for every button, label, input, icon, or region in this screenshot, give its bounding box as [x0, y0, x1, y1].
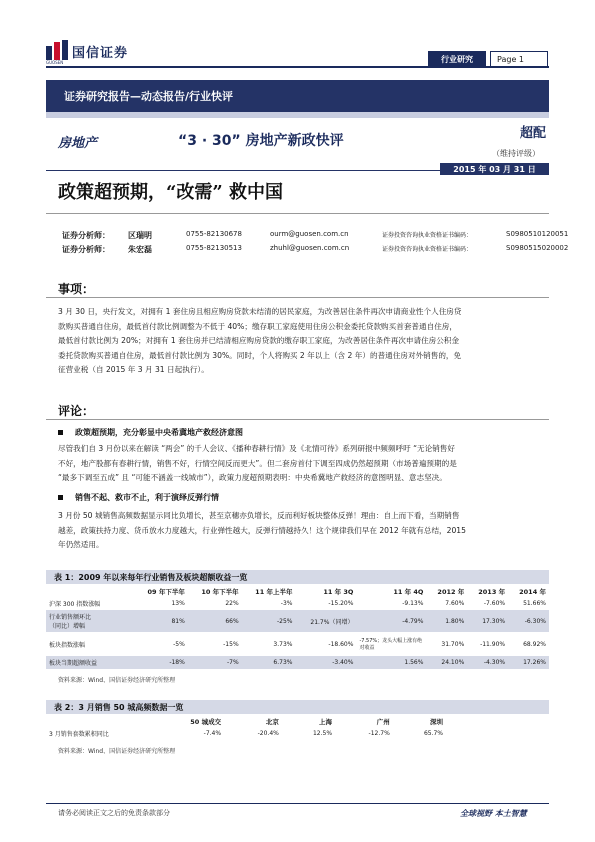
comment-paragraph-2: [58, 509, 548, 553]
table-cell: 1.56%: [356, 656, 426, 669]
table-header-cell: [46, 586, 134, 597]
table-cell: 21.7%（同增）: [295, 610, 356, 632]
disclaimer-note: 请务必阅读正文之后的免责条款部分: [58, 809, 170, 817]
table-cell: -3.40%: [295, 656, 356, 669]
footer-divider: [46, 803, 549, 804]
table-header-cell: 11 年 3Q: [323, 588, 354, 596]
analyst-license-label: 证券投资咨询执业资格证书编码：: [382, 246, 473, 253]
events-divider: [46, 297, 549, 298]
table-header-cell: 11 年上半年: [255, 588, 293, 596]
report-headline: “3 · 30” 房地产新政快评: [178, 133, 344, 149]
table-cell: 68.92%: [523, 640, 546, 648]
table-cell: 12.5%: [312, 730, 333, 737]
header-divider: [46, 66, 549, 68]
table-cell: 6.73%: [242, 656, 296, 669]
table-cell: -15%: [223, 640, 239, 648]
table-cell: -15.20%: [328, 600, 354, 607]
table-header-cell: 北京: [265, 718, 279, 726]
bullet-heading: [58, 492, 219, 503]
comment-heading: 评论：: [58, 404, 95, 418]
table-row-label: [46, 610, 134, 632]
table-cell: -7.57%；龙头大幅上涨有绝对收益: [359, 638, 423, 651]
table-cell: 17.26%: [508, 656, 549, 669]
brand-sub: GUOSEN: [46, 60, 64, 65]
text-line: 款购买普通自住房，最低首付款比例调整为不低于 40%；缴存职工家庭使用住房公积金委托贷款购买首套普通自住房，: [58, 321, 457, 331]
brand-logo: [46, 40, 186, 65]
band-stripe: [46, 112, 549, 118]
analyst-email[interactable]: ourm@guosen.com.cn: [270, 230, 349, 238]
text-line: 委托贷款购买普通自住房，最低首付款比例为 30%。同时，个人将购买 2 年以上（含 2 年）的普通住房对外销售的，免: [58, 350, 462, 360]
table-header-cell: 2012 年: [437, 588, 465, 596]
sector-label: 房地产: [58, 136, 98, 151]
table-header-cell: 2013 年: [478, 588, 506, 596]
text-line: 越差，政策扶持力度、货币放水力度越大，行业弹性越大，反弹行情越持久！这个规律我们早在 2012 年就有总结，2015: [58, 525, 466, 535]
analyst-row: [62, 230, 569, 242]
table-row: [46, 727, 446, 740]
table-header-cell: 10 年下半年: [201, 588, 239, 596]
comment-divider: [46, 419, 549, 420]
table-cell: 81%: [134, 610, 188, 632]
table-cell: 66%: [188, 610, 242, 632]
table-header-cell: 11 年 4Q: [393, 588, 424, 596]
analyst-license-label: 证券投资咨询执业资格证书编码：: [382, 232, 473, 239]
table-cell: 24.10%: [426, 656, 467, 669]
table-cell: -7.4%: [203, 730, 222, 737]
row-label-line: （同比）增幅: [49, 623, 86, 630]
table-cell: -5%: [173, 640, 185, 648]
table-cell: 3.73%: [273, 640, 293, 648]
table-cell: 65.7%: [423, 730, 443, 737]
table-cell: -4.79%: [356, 610, 426, 632]
report-date: 2015 年 03 月 31 日: [440, 163, 549, 175]
table-cell: -7.60%: [483, 600, 506, 607]
text-line: 最低首付款比例为 20%；对拥有 1 套住房并已结清相应购房贷款的缴存职工家庭，为改善居住条件再次申请住房公积金: [58, 336, 460, 345]
table-row-label: 板块当期超额收益: [46, 656, 134, 669]
table-cell: -18%: [134, 656, 188, 669]
report-type-tag: 行业研究: [428, 51, 486, 67]
text-line: 尽管我们自 3 月份以来在解读 “两会” 的千人会议、《播种春耕行情》及《北情可待》系列研报中频频呼吁 “无论销售好: [58, 444, 455, 453]
table-header-cell: 09 年下半年: [147, 588, 185, 596]
table-cell: 1.80%: [426, 610, 467, 632]
table-cell: -3%: [280, 600, 293, 607]
bullet-text: 销售不起、救市不止，利于演绎反弹行情: [75, 493, 219, 502]
table-cell: 17.30%: [467, 610, 508, 632]
analyst-name: 朱宏磊: [128, 245, 152, 254]
report-category-band: 证券研究报告—动态报告/行业快评: [46, 80, 549, 112]
table-header-cell: 2014 年: [519, 588, 546, 596]
analyst-phone: 0755-82130513: [186, 244, 242, 252]
analyst-row: [62, 244, 569, 256]
table-cell: -4.30%: [467, 656, 508, 669]
table-header-cell: 广州: [376, 718, 390, 726]
page-number: Page 1: [490, 51, 548, 67]
table-header-cell: 上海: [319, 718, 333, 726]
table-header-row: [46, 586, 549, 597]
bullet-square-icon: [58, 430, 63, 435]
table-cell: -18.60%: [328, 640, 354, 648]
table-row: [46, 597, 549, 610]
table1-source: 资料来源：Wind、国信证券经济研究所整理: [58, 677, 176, 684]
table-row: [46, 632, 549, 656]
table1-title: 表 1：2009 年以来每年行业销售及板块超额收益一览: [46, 570, 549, 584]
footer-slogan: 全球视野 本土智慧: [460, 809, 527, 818]
analyst-phone: 0755-82130678: [186, 230, 242, 238]
bullet-square-icon: [58, 495, 63, 500]
table-header-row: [46, 716, 446, 727]
table-cell: 31.70%: [441, 640, 465, 648]
title-divider: [46, 213, 549, 214]
table-cell: -25%: [242, 610, 296, 632]
table-cell: -7%: [188, 656, 242, 669]
main-title: 政策超预期，“改需” 救中国: [58, 182, 283, 203]
brand-name: 国信证券: [72, 46, 129, 61]
rating-note: （维持评级）: [492, 149, 540, 158]
comment-paragraph-1: [58, 442, 548, 486]
table-row: [46, 656, 549, 669]
brand-logo-icon: [46, 40, 68, 60]
table-row: [46, 610, 549, 632]
table-cell: -11.90%: [480, 640, 506, 648]
table-cell: -9.13%: [402, 600, 424, 607]
analyst-email[interactable]: zhuhl@guosen.com.cn: [270, 244, 350, 252]
table-row-label: 3 月销售套数累积同比: [49, 731, 109, 738]
text-line: “最多下调至五成” 且 “可能不涵盖一线城市”），政策力度超预期表明：中央希冀地产救经济的意图明显、意志坚决。: [58, 473, 447, 482]
analyst-license: S0980515020002: [506, 244, 569, 252]
table-header-cell: [46, 716, 146, 727]
analyst-name: 区瑞明: [128, 231, 152, 240]
events-paragraph: [58, 305, 548, 378]
table-row-label: 沪深 300 指数涨幅: [49, 601, 101, 608]
text-line: 不好，地产股都有春耕行情，销售不好，行情空间反而更大”。但二套房首付下调至四成仍然超预期（市场普遍预期的是: [58, 458, 457, 468]
analyst-license: S0980510120051: [506, 230, 569, 238]
row-label-line: 行业销售额环比: [49, 614, 92, 621]
events-heading: 事项：: [58, 282, 95, 296]
table-cell: -6.30%: [508, 610, 549, 632]
bullet-heading: [58, 427, 243, 438]
table-cell: 7.60%: [445, 600, 465, 607]
table-cell: 51.66%: [523, 600, 546, 607]
analyst-role: 证券分析师：: [62, 231, 110, 240]
rating-label: 超配: [520, 126, 547, 141]
text-line: 3 月份 50 城销售高频数据显示同比负增长，甚至京穗亦负增长，反而利好板块整体反弹！理由：自上而下看，当期销售: [58, 511, 460, 520]
table1: [46, 586, 549, 669]
table2-title: 表 2：3 月销售 50 城高频数据一览: [46, 700, 549, 714]
table2: [46, 716, 446, 740]
table-cell: 22%: [225, 600, 239, 607]
table-cell: 13%: [171, 600, 185, 607]
text-line: 年仍然适用。: [58, 540, 104, 549]
text-line: 征营业税（自 2015 年 3 月 31 日起执行）。: [58, 365, 209, 374]
table-header-cell: 50 城成交: [190, 718, 222, 726]
bullet-text: 政策超预期，充分彰显中央希冀地产救经济意图: [75, 428, 243, 437]
table-row-label: 板块指数涨幅: [49, 641, 86, 649]
analyst-role: 证券分析师：: [62, 245, 110, 254]
table-header-cell: 深圳: [430, 718, 443, 726]
table-cell: -20.4%: [257, 730, 279, 737]
table-cell: -12.7%: [368, 730, 390, 737]
text-line: 3 月 30 日，央行发文，对拥有 1 套住房且相应购房贷款未结清的居民家庭，为改善居住条件再次申请商业性个人住房贷: [58, 307, 462, 316]
table2-source: 资料来源：Wind、国信证券经济研究所整理: [58, 748, 176, 755]
